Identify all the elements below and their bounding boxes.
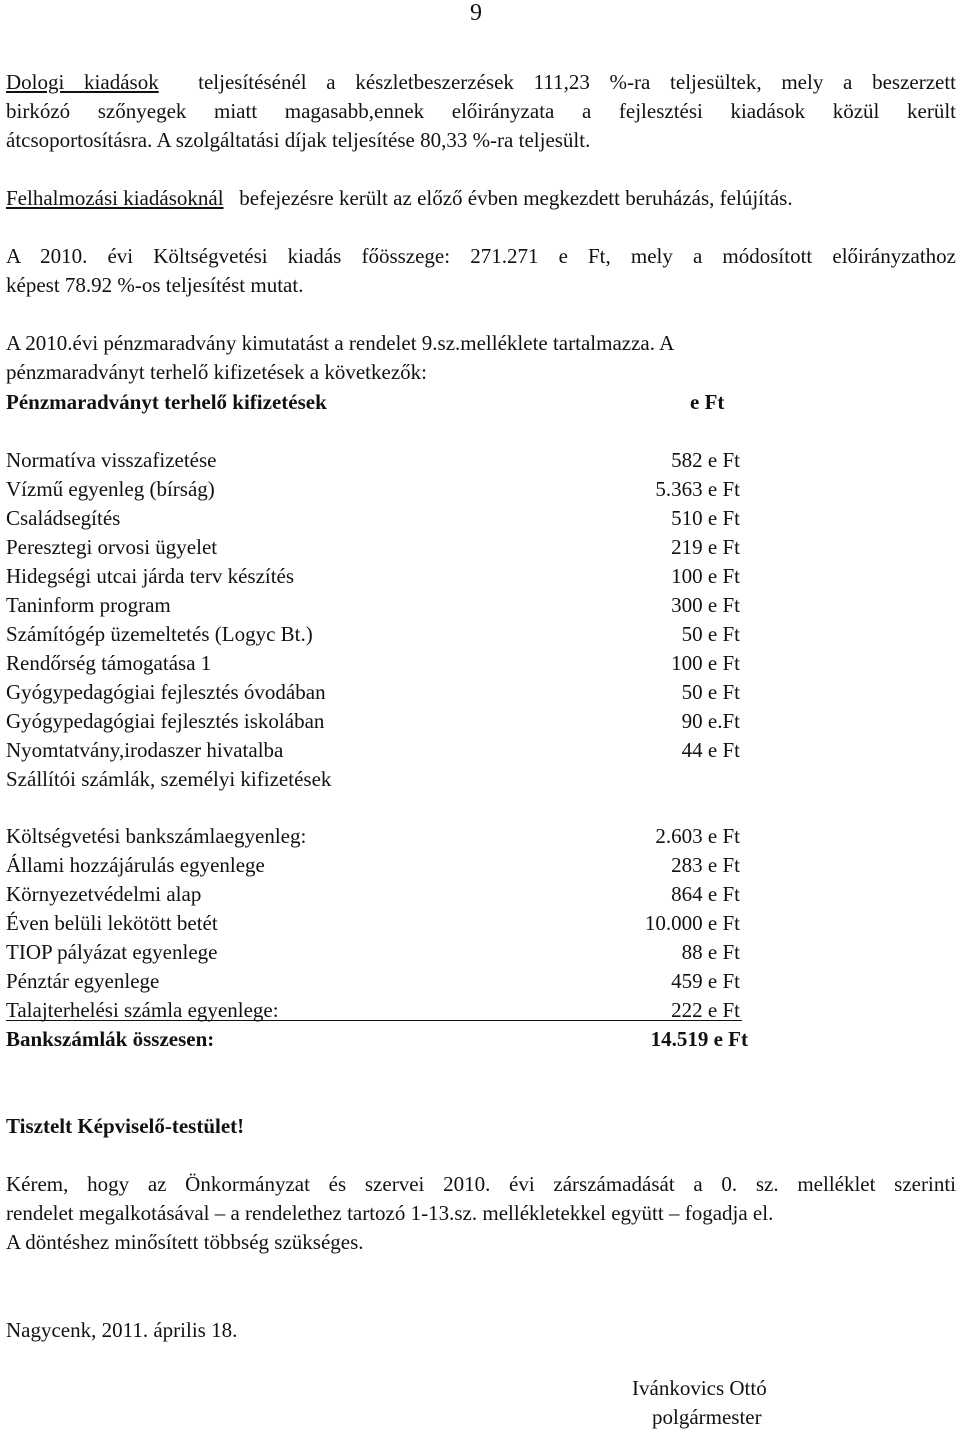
row-label: Környezetvédelmi alap: [6, 882, 202, 906]
row-amount: 5.363 e Ft: [655, 477, 740, 501]
row-label: Pénztár egyenlege: [6, 969, 160, 993]
row-label: Családsegítés: [6, 506, 121, 530]
row-amount: 864 e Ft: [671, 882, 740, 906]
row-label: Taninform program: [6, 593, 171, 617]
row-label: Éven belüli lekötött betét: [6, 911, 218, 935]
row-amount: 10.000 e Ft: [644, 911, 740, 935]
para3-line1: A 2010. évi Költségvetési kiadás főösszege: 271.271 e Ft, mely a módosított előirányzathoz: [6, 244, 956, 268]
closing-line1: Kérem, hogy az Önkormányzat és szervei 2010. évi zárszámadását a 0. sz. melléklet szerinti: [6, 1172, 956, 1196]
row-amount: 100 e Ft: [671, 564, 740, 588]
total-label: Bankszámlák összesen:: [6, 1027, 215, 1051]
page-number: 9: [470, 0, 482, 26]
row-label: Talajterhelési számla egyenlege:: [6, 998, 279, 1022]
row-amount: 510 e Ft: [671, 506, 740, 530]
row-label: Szállítói számlák, személyi kifizetések: [6, 767, 332, 791]
felhalmozasi-kiadasok-heading: Felhalmozási kiadásoknál: [6, 186, 224, 210]
row-amount: 283 e Ft: [671, 853, 740, 877]
salutation: Tisztelt Képviselő-testület!: [6, 1114, 245, 1138]
row-amount: 100 e Ft: [671, 651, 740, 675]
row-amount: 88 e Ft: [681, 940, 740, 964]
row-amount: 459 e Ft: [671, 969, 740, 993]
para4-line1: A 2010.évi pénzmaradvány kimutatást a rendelet 9.sz.melléklete tartalmazza. A: [6, 331, 675, 355]
row-label: Nyomtatvány,irodaszer hivatalba: [6, 738, 284, 762]
signature-name: Ivánkovics Ottó: [632, 1376, 767, 1400]
row-label: Rendőrség támogatása 1: [6, 651, 212, 675]
row-label: Számítógép üzemeltetés (Logyc Bt.): [6, 622, 313, 646]
signature-title: polgármester: [652, 1405, 762, 1429]
closing-line2: rendelet megalkotásával – a rendelethez tartozó 1-13.sz. mellékletekkel együtt – fogadja el.: [6, 1201, 774, 1225]
row-label: Gyógypedagógiai fejlesztés óvodában: [6, 680, 326, 704]
row-amount: 300 e Ft: [671, 593, 740, 617]
total-amount: 14.519 e Ft: [650, 1027, 748, 1051]
dologi-kiadasok-heading: Dologi kiadások: [6, 70, 159, 94]
row-label: Vízmű egyenleg (bírság): [6, 477, 215, 501]
table-header-unit: e Ft: [690, 390, 725, 414]
row-amount: 50 e Ft: [681, 622, 740, 646]
para1-line3: átcsoportosításra. A szolgáltatási díjak teljesítése 80,33 %-ra teljesült.: [6, 128, 591, 152]
row-label: Gyógypedagógiai fejlesztés iskolában: [6, 709, 325, 733]
row-label: Költségvetési bankszámlaegyenleg:: [6, 824, 307, 848]
para1-line2: birkózó szőnyegek miatt magasabb,ennek előirányzata a fejlesztési kiadások közül került: [6, 99, 956, 123]
para1-line1: Dologi kiadások teljesítésénél a készletbeszerzések 111,23 %-ra teljesültek, mely a beszerzett: [6, 70, 957, 94]
row-amount: 2.603 e Ft: [655, 824, 740, 848]
table-header-label: Pénzmaradványt terhelő kifizetések: [6, 390, 327, 414]
row-label: Állami hozzájárulás egyenlege: [6, 853, 265, 877]
row-amount: 219 e Ft: [671, 535, 740, 559]
closing-line3: A döntéshez minősített többség szükséges.: [6, 1230, 364, 1254]
row-label: Normatíva visszafizetése: [6, 448, 217, 472]
para2-line: Felhalmozási kiadásoknál befejezésre került az előző évben megkezdett beruházás, felújítás.: [6, 186, 793, 210]
para3-line2: képest 78.92 %-os teljesítést mutat.: [6, 273, 304, 297]
total-separator-line: [6, 1020, 742, 1021]
row-amount: 50 e Ft: [681, 680, 740, 704]
row-amount: 582 e Ft: [671, 448, 740, 472]
row-label: Peresztegi orvosi ügyelet: [6, 535, 218, 559]
row-amount: 222 e Ft: [671, 998, 740, 1022]
row-label: TIOP pályázat egyenlege: [6, 940, 218, 964]
place-date: Nagycenk, 2011. április 18.: [6, 1318, 238, 1342]
row-amount: 90 e.Ft: [681, 709, 740, 733]
para4-line2: pénzmaradványt terhelő kifizetések a következők:: [6, 360, 427, 384]
row-amount: 44 e Ft: [681, 738, 740, 762]
row-label: Hidegségi utcai járda terv készítés: [6, 564, 295, 588]
